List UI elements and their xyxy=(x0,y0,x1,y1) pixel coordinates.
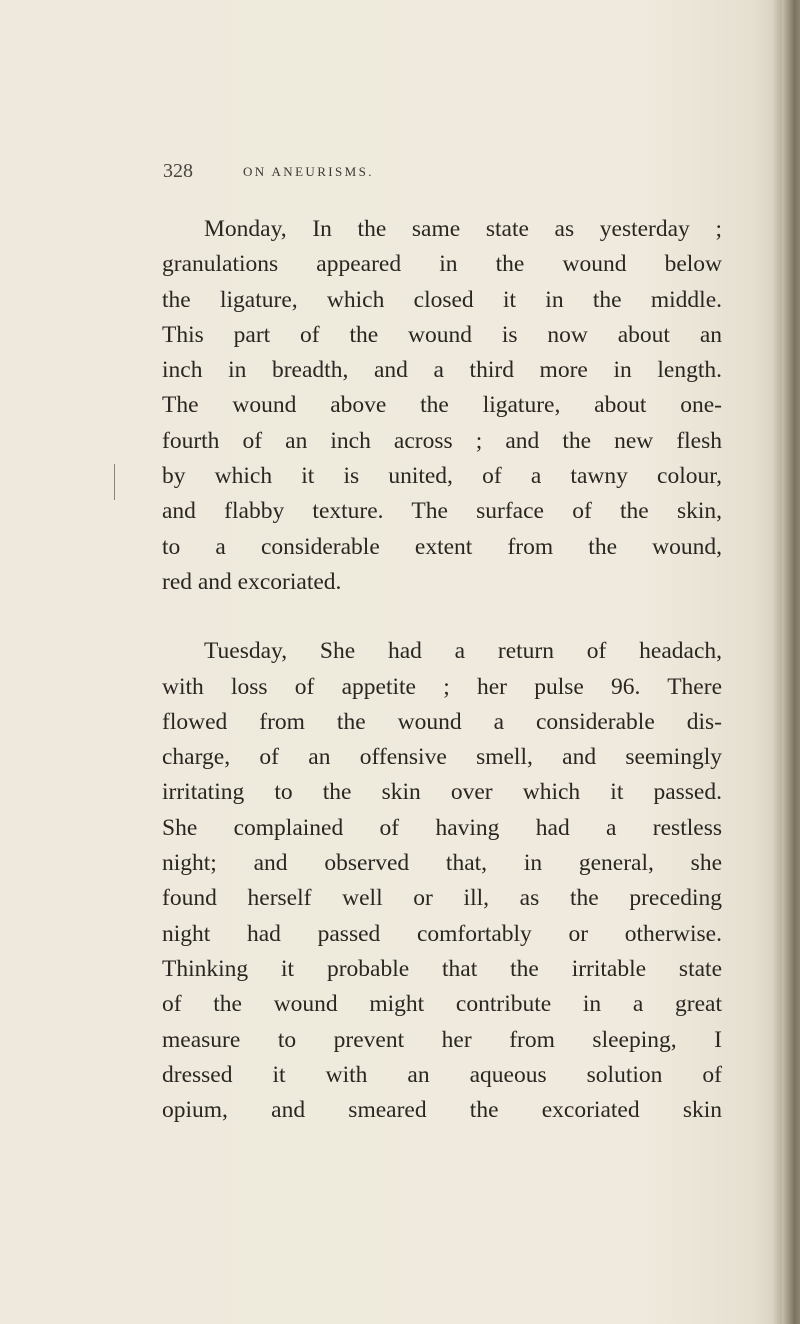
text-line: of the wound might contribute in a great xyxy=(162,991,722,1018)
binding-edge xyxy=(782,0,800,1324)
paragraph-monday xyxy=(162,212,722,600)
text-line: flowed from the wound a considerable dis- xyxy=(162,708,722,735)
binding-shadow xyxy=(772,0,782,1324)
text-line: irritating to the skin over which it passed. xyxy=(162,779,722,806)
body-text xyxy=(162,212,722,1128)
text-line: This part of the wound is now about an xyxy=(162,321,722,348)
text-line: by which it is united, of a tawny colour, xyxy=(162,463,722,490)
text-line: dressed it with an aqueous solution of xyxy=(162,1061,722,1088)
text-line: inch in breadth, and a third more in length. xyxy=(162,357,722,384)
text-line: charge, of an offensive smell, and seemingly xyxy=(162,744,722,771)
text-line: red and excoriated. xyxy=(162,568,342,595)
running-head: ON ANEURISMS. xyxy=(243,164,374,179)
page-number: 328 xyxy=(163,160,193,182)
text-line: The wound above the ligature, about one- xyxy=(162,392,722,419)
text-line: measure to prevent her from sleeping, I xyxy=(162,1026,722,1053)
text-line: Thinking it probable that the irritable state xyxy=(162,955,722,982)
page-header xyxy=(163,160,723,190)
text-line: She complained of having had a restless xyxy=(162,814,722,841)
text-line: Monday, In the same state as yesterday ; xyxy=(204,216,722,242)
text-line: found herself well or ill, as the preceding xyxy=(162,885,722,912)
text-line: night had passed comfortably or otherwise. xyxy=(162,920,722,947)
text-line: night; and observed that, in general, she xyxy=(162,850,722,877)
text-line: granulations appeared in the wound below xyxy=(162,251,722,278)
text-line: Tuesday, She had a return of headach, xyxy=(204,638,722,665)
margin-mark xyxy=(114,464,115,500)
text-line: opium, and smeared the excoriated skin xyxy=(162,1097,722,1124)
text-line: to a considerable extent from the wound, xyxy=(162,533,722,560)
paragraph-gap xyxy=(162,600,722,634)
text-line: the ligature, which closed it in the middle. xyxy=(162,286,722,313)
text-line: fourth of an inch across ; and the new flesh xyxy=(162,427,722,454)
paragraph-tuesday xyxy=(162,634,722,1128)
text-line: with loss of appetite ; her pulse 96. There xyxy=(162,673,722,700)
text-line: and flabby texture. The surface of the skin, xyxy=(162,498,722,525)
